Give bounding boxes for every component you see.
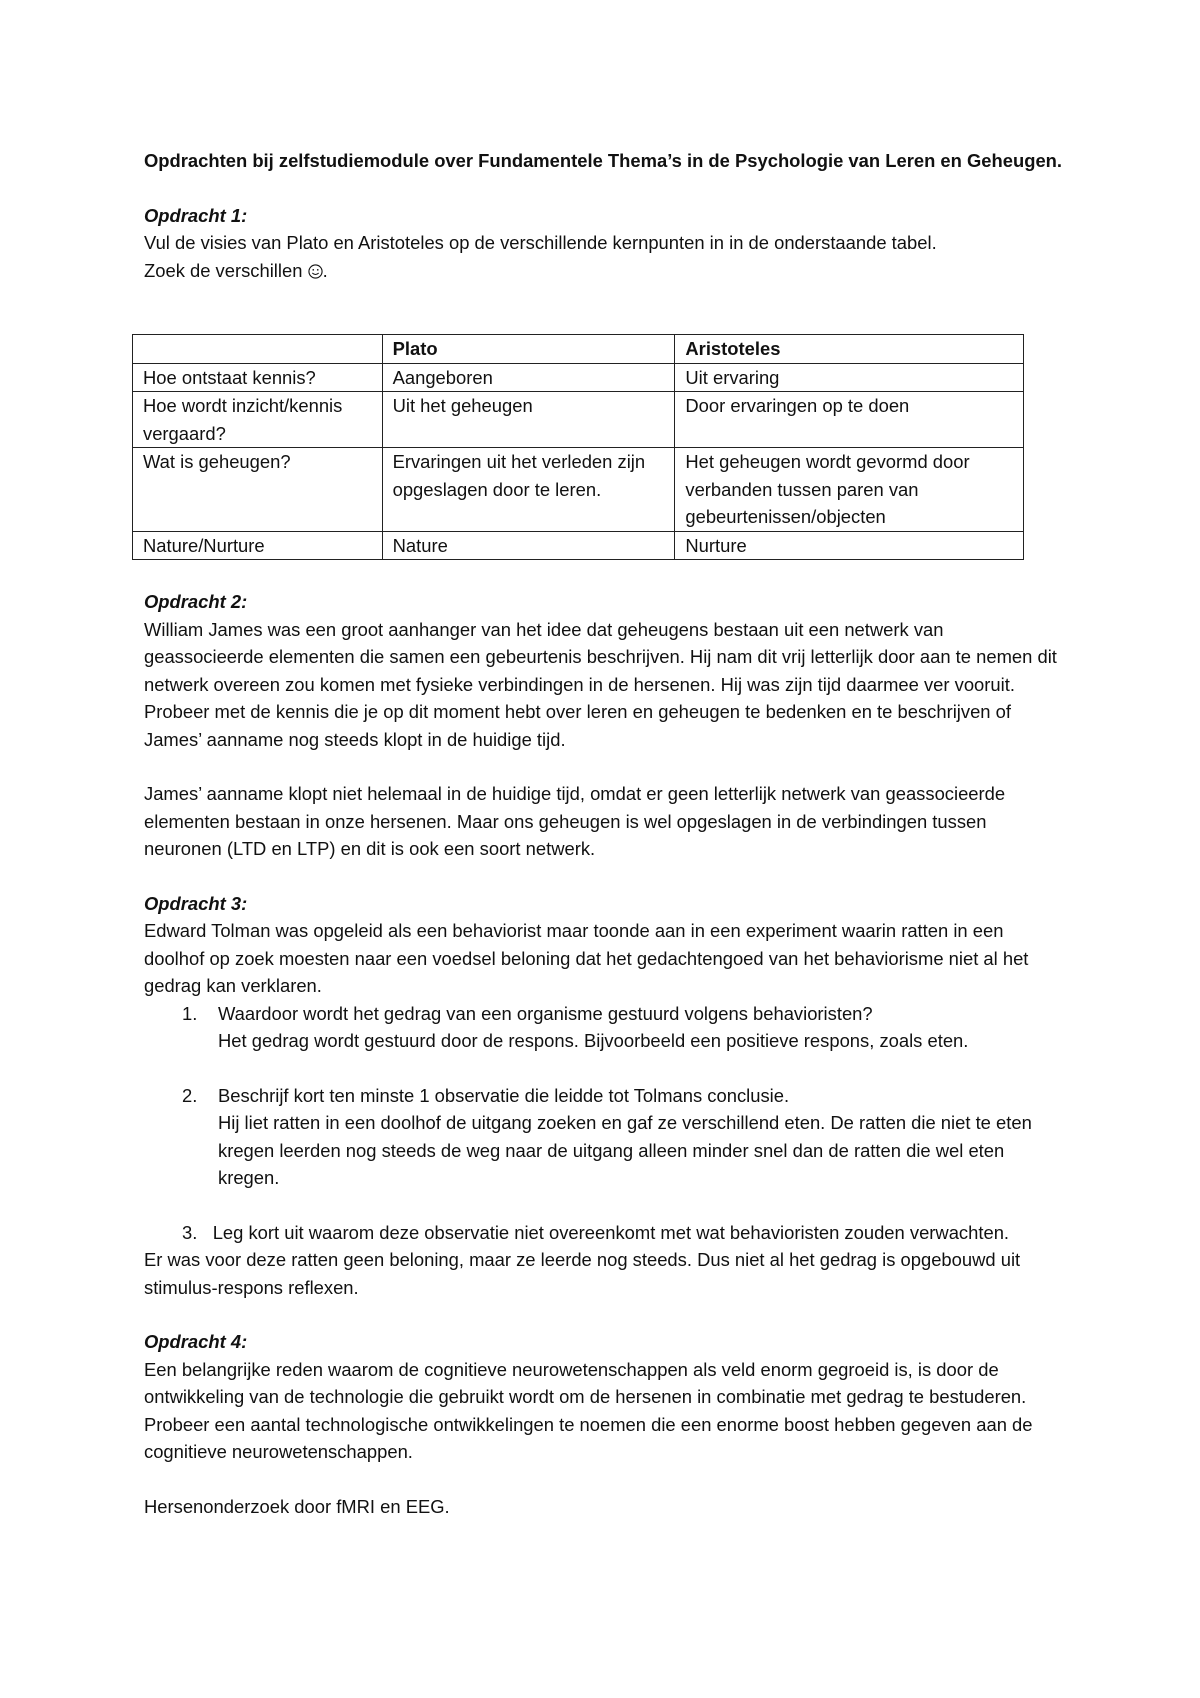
opdracht1-instruction-2-text: Zoek de verschillen — [144, 259, 303, 281]
document-body — [144, 147, 1064, 284]
table-row — [133, 531, 1024, 560]
table-cell: Ervaringen uit het verleden zijn opgeslagen door te leren. — [382, 448, 675, 532]
table-cell: Wat is geheugen? — [133, 448, 383, 532]
table-header-cell: Plato — [382, 335, 675, 364]
list-number: 1. — [182, 1002, 198, 1024]
document-body-continued — [144, 588, 1064, 1520]
table-cell: Het geheugen wordt gevormd door verbanden tussen paren van gebeurtenissen/objecten — [675, 448, 1024, 532]
comparison-table — [132, 334, 1024, 560]
table-cell: Uit het geheugen — [382, 392, 675, 448]
opdracht2-question: William James was een groot aanhanger van het idee dat geheugens bestaan uit een netwerk van geassocieerde elementen die samen een gebeurtenis beschrijven. Hij nam dit vrij letterlijk door aan te nemen dit netwerk overeen zou komen met fysieke verbindingen in de hersenen. Hij was zijn tijd daarmee ver vooruit. Probeer met de kennis die je op dit moment hebt over leren en geheugen te bedenken en te beschrijven of James’ aanname nog steeds klopt in de huidige tijd. — [144, 618, 1057, 750]
document-title: Opdrachten bij zelfstudiemodule over Fundamentele Thema’s in de Psychologie van Leren en Geheugen. — [144, 150, 1063, 171]
table-cell: Nature/Nurture — [133, 531, 383, 560]
table-cell: Uit ervaring — [675, 363, 1024, 392]
list-item — [144, 1082, 1064, 1192]
opdracht3-question-2: Beschrijf kort ten minste 1 observatie die leidde tot Tolmans conclusie. — [218, 1084, 790, 1106]
table-row — [133, 363, 1024, 392]
opdracht1-heading: Opdracht 1: — [144, 204, 248, 226]
table-cell: Hoe ontstaat kennis? — [133, 363, 383, 392]
table-header-cell: Aristoteles — [675, 335, 1024, 364]
list-number: 3. — [182, 1221, 198, 1243]
opdracht3-answer-3: Er was voor deze ratten geen beloning, maar ze leerde nog steeds. Dus niet al het gedrag is opgebouwd uit stimulus-respons reflexen. — [144, 1249, 1021, 1298]
table-cell: Door ervaringen op te doen — [675, 392, 1024, 448]
opdracht3-intro: Edward Tolman was opgeleid als een behaviorist maar toonde aan in een experiment waarin ratten in een doolhof op zoek moesten naar een voedsel beloning dat het gedachtengoed van het behaviorisme niet al het gedrag kan verklaren. — [144, 920, 1029, 996]
opdracht3-question-3 — [144, 1219, 1064, 1247]
opdracht3-questions — [144, 1000, 1064, 1192]
opdracht4-answer: Hersenonderzoek door fMRI en EEG. — [144, 1495, 450, 1517]
table-cell: Nature — [382, 531, 675, 560]
table-cell: Hoe wordt inzicht/kennis vergaard? — [133, 392, 383, 448]
opdracht3-question-1: Waardoor wordt het gedrag van een organisme gestuurd volgens behavioristen? — [218, 1002, 873, 1024]
opdracht1-instruction-2 — [144, 257, 1064, 285]
list-number: 2. — [182, 1084, 198, 1106]
opdracht1-instruction: Vul de visies van Plato en Aristoteles op de verschillende kernpunten in in de onderstaande tabel. — [144, 232, 937, 253]
opdracht3-answer-2: Hij liet ratten in een doolhof de uitgang zoeken en gaf ze verschillend eten. De ratten die niet te eten kregen leerden nog steeds de weg naar de uitgang alleen minder snel dan de ratten die wel eten kregen. — [218, 1112, 1032, 1188]
opdracht3-question-3-text: Leg kort uit waarom deze observatie niet overeenkomt met wat behavioristen zouden verwachten. — [212, 1221, 1010, 1243]
table-header-row — [133, 335, 1024, 364]
opdracht4-heading: Opdracht 4: — [144, 1331, 248, 1352]
table-cell: Aangeboren — [382, 363, 675, 392]
table-cell: Nurture — [675, 531, 1024, 560]
smiley-face-icon — [308, 264, 323, 279]
list-item — [144, 1000, 1064, 1055]
opdracht2-answer: James’ aanname klopt niet helemaal in de huidige tijd, omdat er geen letterlijk netwerk van geassocieerde elementen bestaan in onze hersenen. Maar ons geheugen is wel opgeslagen in de verbindingen tussen neuronen (LTD en LTP) en dit is ook een soort netwerk. — [144, 783, 1006, 859]
table-row — [133, 448, 1024, 532]
opdracht3-heading: Opdracht 3: — [144, 892, 248, 914]
opdracht3-answer-1: Het gedrag wordt gestuurd door de respons. Bijvoorbeeld een positieve respons, zoals eten. — [218, 1030, 969, 1051]
table-row — [133, 392, 1024, 448]
opdracht2-heading: Opdracht 2: — [144, 591, 248, 612]
opdracht4-question: Een belangrijke reden waarom de cognitieve neurowetenschappen als veld enorm gegroeid is, is door de ontwikkeling van de technologie die gebruikt wordt om de hersenen in combinatie met gedrag te bestuderen. Probeer een aantal technologische ontwikkelingen te noemen die een enorme boost hebben gegeven aan de cognitieve neurowetenschappen. — [144, 1358, 1033, 1462]
table-header-cell — [133, 335, 383, 364]
opdracht1-instruction-2-end: . — [322, 259, 328, 281]
